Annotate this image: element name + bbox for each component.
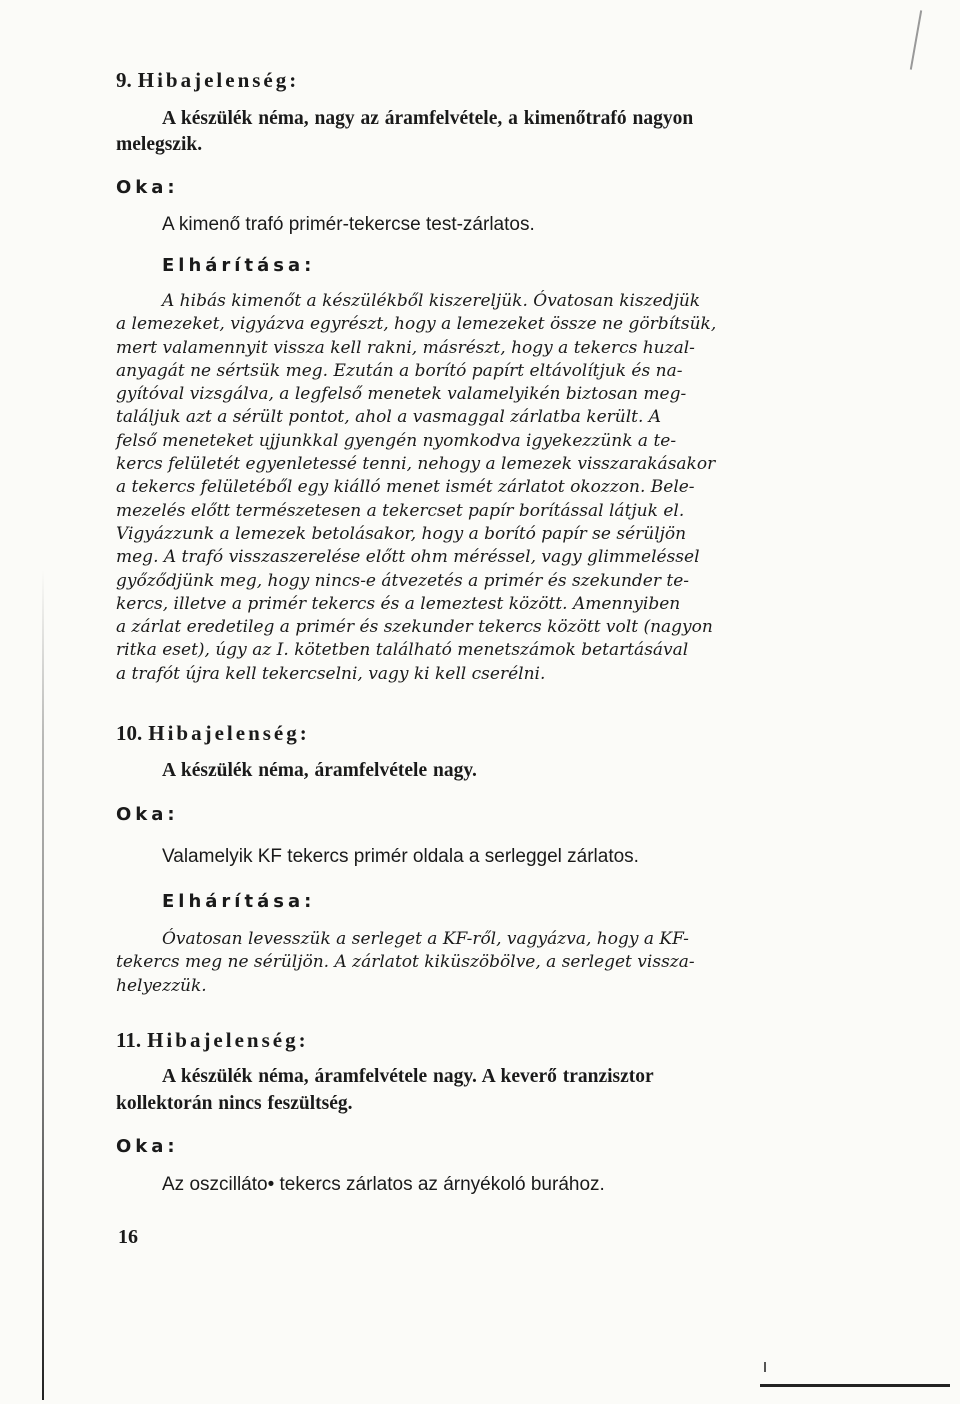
scan-speck bbox=[764, 1362, 766, 1372]
symptom-text: A készülék néma, nagy az áramfelvétele, a kimenőtrafó nagyon bbox=[162, 108, 694, 129]
fix-line: ritka eset), úgy az I. kötetben található menetszámok betartásával bbox=[116, 640, 689, 661]
fix-line: mezelés előtt természetesen a tekercset papír borítással látjuk el. bbox=[116, 500, 685, 521]
scan-speck bbox=[910, 10, 922, 69]
cause-text: Az oszcilláto• tekercs zárlatos az árnyékoló burához. bbox=[162, 1174, 605, 1195]
fix-label: Elhárítása: bbox=[162, 891, 316, 912]
cause-text: Valamelyik KF tekercs primér oldala a serleggel zárlatos. bbox=[162, 846, 639, 867]
cause-label: Oka: bbox=[116, 804, 179, 825]
fix-line: tekercs meg ne sérüljön. A zárlatot kiküszöbölve, a serleget vissza- bbox=[116, 952, 695, 973]
fix-paragraph bbox=[116, 290, 716, 686]
fix-line: a trafót újra kell tekercselni, vagy ki kell cserélni. bbox=[116, 663, 546, 684]
fix-line: gyítóval vizsgálva, a legfelső menetek valamelyikén biztosan meg- bbox=[116, 384, 687, 405]
section-11-heading bbox=[116, 1028, 309, 1053]
fix-paragraph bbox=[116, 928, 695, 998]
scan-edge-line bbox=[760, 1384, 950, 1387]
section-title: Hibajelenség: bbox=[137, 68, 300, 92]
section-title: Hibajelenség: bbox=[147, 1028, 309, 1052]
fix-line: kercs felületét egyenletessé tenni, nehogy a lemezek visszarakásakor bbox=[116, 454, 716, 475]
symptom-text: kollektorán nincs feszültség. bbox=[116, 1093, 353, 1114]
fix-line: meg. A trafó visszaszerelése előtt ohm méréssel, vagy glimmeléssel bbox=[116, 547, 700, 568]
scan-edge-shadow bbox=[42, 570, 44, 1400]
cause-label: Oka: bbox=[116, 1136, 179, 1157]
symptom-text: A készülék néma, áramfelvétele nagy. bbox=[162, 760, 477, 781]
fix-line: találjuk azt a sérült pontot, ahol a vasmaggal zárlatba került. A bbox=[116, 407, 662, 428]
section-10-heading bbox=[116, 721, 310, 746]
symptom-text: A készülék néma, áramfelvétele nagy. A keverő tranzisztor bbox=[162, 1066, 654, 1087]
section-9-heading bbox=[116, 68, 299, 93]
fix-line: Vigyázzunk a lemezek betolásakor, hogy a borító papír se sérüljön bbox=[116, 523, 687, 544]
fix-line: a zárlat eredetileg a primér és szekunder tekercs között volt (nagyon bbox=[116, 617, 713, 638]
fix-line: győződjünk meg, hogy nincs-e átvezetés a primér és szekunder te- bbox=[116, 570, 690, 591]
fix-line: A hibás kimenőt a készülékből kiszereljük. Óvatosan kiszedjük bbox=[162, 291, 701, 311]
fix-line: a lemezeket, vigyázva egyrészt, hogy a lemezeket össze ne görbítsük, bbox=[116, 314, 717, 335]
fix-line: a tekercs felületéből egy kiálló menet ismét zárlatot okozzon. Bele- bbox=[116, 477, 695, 498]
fix-line: kercs, illetve a primér tekercs és a lemeztest között. Amennyiben bbox=[116, 593, 681, 614]
fix-line: helyezzük. bbox=[116, 975, 207, 996]
fix-line: Óvatosan levesszük a serleget a KF-ről, vagyázva, hogy a KF- bbox=[162, 929, 689, 949]
page-number: 16 bbox=[118, 1226, 138, 1248]
cause-text: A kimenő trafó primér-tekercse test-zárlatos. bbox=[162, 214, 535, 235]
fix-line: anyagát ne sértsük meg. Ezután a borító papírt eltávolítjuk és na- bbox=[116, 360, 683, 381]
fix-line: mert valamennyit vissza kell rakni, másrészt, hogy a tekercs huzal- bbox=[116, 337, 695, 358]
section-number: 9. bbox=[116, 68, 132, 92]
section-number: 10. bbox=[116, 721, 143, 745]
section-title: Hibajelenség: bbox=[148, 721, 310, 745]
symptom-text: melegszik. bbox=[116, 134, 203, 155]
cause-label: Oka: bbox=[116, 177, 179, 198]
section-number: 11. bbox=[116, 1028, 142, 1052]
fix-line: felső meneteket ujjunkkal gyengén nyomkodva igyekezzünk a te- bbox=[116, 430, 677, 451]
fix-label: Elhárítása: bbox=[162, 255, 316, 276]
